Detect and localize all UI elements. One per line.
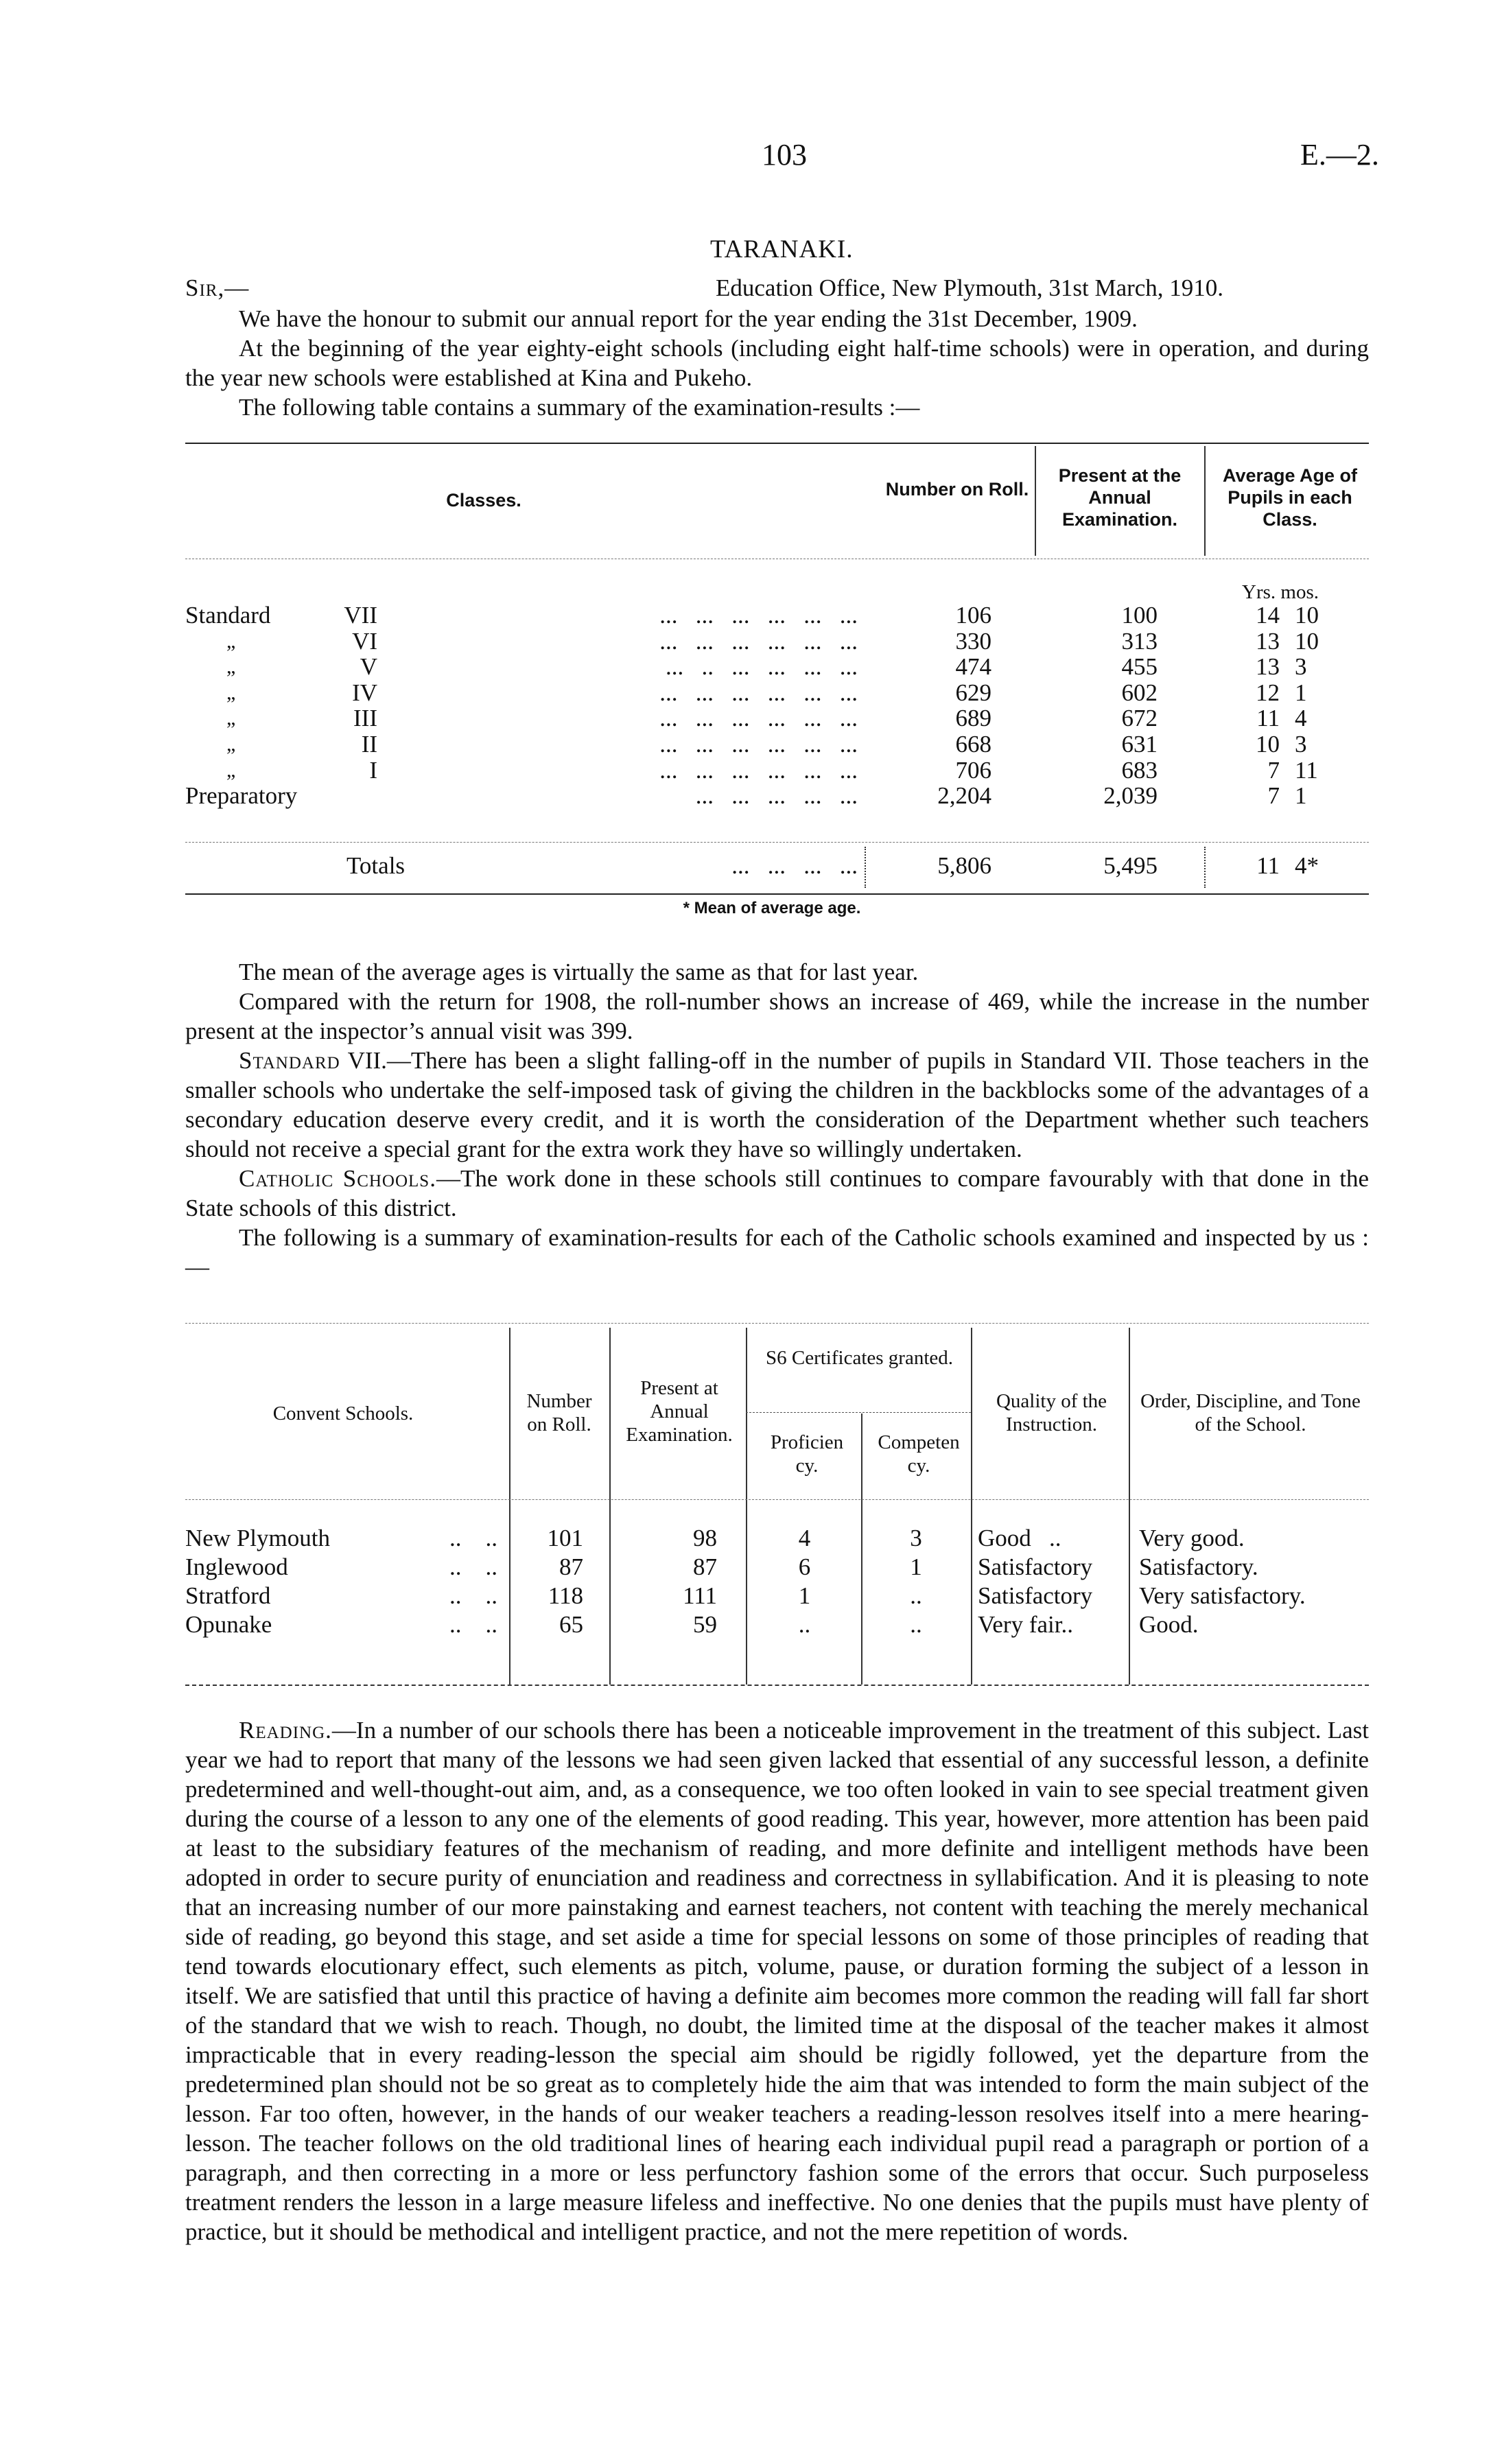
row-leader: ... ... ... ... ... ...	[659, 731, 858, 758]
cell-roll: 106	[955, 602, 991, 629]
cell-order: Satisfactory.	[1139, 1553, 1258, 1580]
cell-months: 3	[1295, 731, 1307, 758]
table-rule	[746, 1412, 971, 1413]
cell-years: 7	[1267, 757, 1280, 784]
body-block	[185, 957, 1369, 1282]
cell-school: Opunake	[185, 1611, 272, 1638]
cell-school: New Plymouth	[185, 1525, 330, 1551]
header-competency: Competency.	[878, 1431, 960, 1477]
cell-quality: Satisfactory	[978, 1582, 1093, 1609]
cell-roll: 474	[955, 653, 991, 680]
row-leader: ... ... ... ... ... ...	[659, 628, 858, 655]
body-paragraph: The mean of the average ages is virtually the same as that for last year.	[239, 959, 919, 985]
cell-roll: 87	[559, 1553, 583, 1580]
cell-present: 683	[1121, 757, 1158, 784]
salutation: Sir,—	[185, 274, 250, 301]
row-leader: ... ... ... ... ...	[695, 782, 858, 809]
table-divider	[971, 1328, 972, 1685]
cell-years: 13	[1256, 653, 1280, 680]
table-divider	[746, 1328, 747, 1685]
intro-block	[185, 304, 1369, 422]
row-leader: .. ..	[449, 1582, 497, 1609]
header-number-on-roll: Number on Roll.	[526, 1390, 592, 1435]
row-leader: ... ... ... ... ... ...	[659, 602, 858, 629]
class-numeral: III	[353, 705, 377, 731]
paragraph-lead: Standard	[239, 1047, 340, 1074]
cell-school: Stratford	[185, 1582, 271, 1609]
paragraph-lead: Reading.	[239, 1717, 332, 1744]
cell-years: 13	[1256, 628, 1280, 655]
table-rule	[185, 1499, 1369, 1500]
table-divider	[865, 847, 866, 888]
intro-paragraph: At the beginning of the year eighty-eight schools (including eight half-time schools) were in operation, and during the year new schools were established at Kina and Pukeho.	[185, 335, 1369, 391]
header-s6-certificates: S6 Certificates granted.	[766, 1347, 953, 1369]
row-leader: ... ... ... ... ... ...	[659, 705, 858, 731]
class-prefix: Preparatory	[185, 782, 298, 809]
table-rule	[185, 893, 1369, 895]
class-prefix: „	[226, 759, 236, 782]
cell-proficiency: 6	[798, 1553, 811, 1580]
header-age-units: Yrs. mos.	[1242, 581, 1319, 603]
paragraph-lead: Catholic Schools.	[239, 1165, 436, 1192]
cell-proficiency: 1	[798, 1582, 811, 1609]
class-prefix: „	[226, 681, 236, 704]
totals-years: 11	[1256, 852, 1280, 879]
table-rule	[185, 842, 1369, 843]
header-order-discipline: Order, Discipline, and Tone of the School.	[1140, 1390, 1361, 1435]
cell-present: 2,039	[1103, 782, 1158, 809]
paragraph-text: VII.—There has been a slight falling-off in the number of pupils in Standard VII. Those teachers in the smaller schools who undertake the self-imposed task of giving the children in the backblocks some of the advantages of a secondary education deserve every credit, and it is worth the consideration of the Department whether such teachers should not receive a special grant for the extra work they have so willingly undertaken.	[185, 1047, 1369, 1162]
totals-months: 4*	[1295, 852, 1319, 879]
cell-quality: Satisfactory	[978, 1553, 1093, 1580]
class-numeral: I	[369, 757, 377, 784]
cell-competency: ..	[910, 1582, 922, 1609]
cell-competency: ..	[910, 1611, 922, 1638]
cell-roll: 65	[559, 1611, 583, 1638]
cell-competency: 1	[910, 1553, 922, 1580]
totals-roll: 5,806	[937, 852, 991, 879]
cell-years: 12	[1256, 679, 1280, 706]
reading-paragraph	[185, 1715, 1369, 2246]
cell-roll: 668	[955, 731, 991, 758]
paragraph-text: —The work done in these schools still continues to compare favourably with that done in the State schools of this district.	[185, 1165, 1369, 1221]
dateline: Education Office, New Plymouth, 31st March, 1910.	[716, 274, 1224, 301]
totals-label: Totals	[347, 852, 406, 879]
cell-roll: 330	[955, 628, 991, 655]
row-leader: .. ..	[449, 1525, 497, 1551]
body-paragraph	[185, 1164, 1369, 1223]
class-prefix: „	[226, 707, 236, 729]
header-quality: Quality of the Instruction.	[996, 1390, 1107, 1435]
cell-years: 7	[1267, 782, 1280, 809]
table-divider	[509, 1328, 510, 1685]
body-paragraph: Compared with the return for 1908, the roll-number shows an increase of 469, while the increase in the number present at the inspector’s annual visit was 399.	[185, 988, 1369, 1044]
intro-paragraph: The following table contains a summary of the examination-results :—	[239, 394, 920, 421]
class-numeral: IV	[352, 679, 377, 706]
header-number-on-roll: Number on Roll.	[885, 479, 1029, 500]
class-numeral: V	[360, 653, 377, 680]
row-leader: ... ... ... ... ... ...	[659, 757, 858, 784]
class-prefix: „	[226, 630, 236, 653]
cell-roll: 706	[955, 757, 991, 784]
header-average-age: Average Age of Pupils in each Class.	[1222, 465, 1358, 530]
cell-months: 4	[1295, 705, 1307, 731]
row-leader: ... .. ... ... ... ...	[666, 653, 858, 680]
document-reference: E.—2.	[1300, 138, 1379, 172]
cell-roll: 2,204	[937, 782, 991, 809]
table-footnote: * Mean of average age.	[683, 899, 861, 917]
cell-present: 602	[1121, 679, 1158, 706]
reading-block	[185, 1715, 1369, 2246]
cell-present: 455	[1121, 653, 1158, 680]
cell-proficiency: ..	[798, 1611, 811, 1638]
table-divider	[861, 1413, 862, 1685]
cell-months: 10	[1295, 602, 1319, 629]
table-divider	[1035, 446, 1036, 556]
page-number: 103	[762, 138, 807, 172]
row-leader: .. ..	[449, 1611, 497, 1638]
cell-present: 59	[693, 1611, 717, 1638]
cell-present: 87	[693, 1553, 717, 1580]
cell-years: 10	[1256, 731, 1280, 758]
body-paragraph: The following is a summary of examination-results for each of the Catholic schools examined and inspected by us :—	[185, 1224, 1369, 1280]
table-divider	[1129, 1328, 1130, 1685]
paragraph-text: —In a number of our schools there has been a noticeable improvement in the treatment of this subject. Last year we had to report that many of the lessons we had seen given lacked that essential of any successful lesson, a definite predetermined and well-thought-out aim, and, as a consequence, we too often looked in vain to see special treatment given during the course of a lesson to any one of the elements of good reading. This year, however, more attention has been paid at least to the subsidiary features of the mechanism of reading, and more definite and intelligent methods have been adopted in order to secure purity of enunciation and readiness and correctness in syllabification. And it is pleasing to note that an increasing number of our more painstaking and earnest teachers, not content with teaching the merely mechanical side of reading, go beyond this stage, and set aside a time for special lessons on some of those principles of reading that tend towards elocutionary effect, such elements as pitch, volume, pause, or duration forming the subject of a lesson in itself. We are satisfied that until this practice of having a definite aim becomes more common the reading will fall far short of the standard that we wish to reach. Though, no doubt, the limited time at the disposal of the teacher makes it almost impracticable that in every reading-lesson the special aim should be rigidly followed, yet the departure from the predetermined plan should not be so great as to completely hide the aim that was intended to form the main subject of the lesson. Far too often, however, in the hands of our weaker teachers a reading-lesson resolves itself into a mere hearing-lesson. The teacher follows on the old traditional lines of hearing each individual pupil read a paragraph or portion of a paragraph, and then correcting in a more or less perfunctory fashion some of the errors that occur. Such purposeless treatment renders the lesson in a large measure lifeless and ineffective. No one denies that the pupils must have plenty of practice, but it should be methodical and intelligent practice, and not the mere repetition of words.	[185, 1717, 1369, 2245]
header-proficiency: Proficiency.	[770, 1431, 844, 1477]
table-rule	[185, 1323, 1369, 1324]
class-numeral: VI	[352, 628, 377, 655]
class-numeral: VII	[344, 602, 377, 629]
totals-leader: ... ... ... ...	[731, 852, 858, 879]
cell-quality: Good ..	[978, 1525, 1061, 1551]
cell-present: 631	[1121, 731, 1158, 758]
cell-months: 1	[1295, 679, 1307, 706]
class-prefix: „	[226, 655, 236, 678]
header-convent-schools: Convent Schools.	[272, 1403, 414, 1424]
section-title: TARANAKI.	[710, 235, 854, 263]
cell-proficiency: 4	[798, 1525, 811, 1551]
totals-present: 5,495	[1103, 852, 1158, 879]
cell-roll: 101	[547, 1525, 583, 1551]
cell-years: 11	[1256, 705, 1280, 731]
header-present: Present at the Annual Examination.	[1058, 465, 1182, 530]
intro-paragraph: We have the honour to submit our annual report for the year ending the 31st December, 1909.	[239, 305, 1138, 332]
header-present-at-annual: Present at Annual Examination.	[626, 1377, 733, 1446]
cell-present: 672	[1121, 705, 1158, 731]
cell-months: 11	[1295, 757, 1318, 784]
body-paragraph	[185, 1046, 1369, 1164]
cell-order: Good.	[1139, 1611, 1199, 1638]
row-leader: ... ... ... ... ... ...	[659, 679, 858, 706]
cell-present: 100	[1121, 602, 1158, 629]
class-prefix: „	[226, 733, 236, 755]
cell-present: 111	[683, 1582, 717, 1609]
cell-months: 1	[1295, 782, 1307, 809]
cell-competency: 3	[910, 1525, 922, 1551]
cell-months: 10	[1295, 628, 1319, 655]
cell-school: Inglewood	[185, 1553, 288, 1580]
cell-order: Very satisfactory.	[1139, 1582, 1306, 1609]
cell-present: 98	[693, 1525, 717, 1551]
cell-present: 313	[1121, 628, 1158, 655]
row-leader: .. ..	[449, 1553, 497, 1580]
cell-months: 3	[1295, 653, 1307, 680]
cell-roll: 689	[955, 705, 991, 731]
cell-roll: 629	[955, 679, 991, 706]
header-classes: Classes.	[446, 490, 521, 511]
table-divider	[1204, 446, 1206, 556]
table-rule	[185, 443, 1369, 444]
cell-quality: Very fair..	[978, 1611, 1073, 1638]
table-divider	[1204, 847, 1206, 888]
table-divider	[609, 1328, 611, 1685]
class-prefix: Standard	[185, 602, 271, 629]
class-numeral: II	[361, 731, 377, 758]
cell-years: 14	[1256, 602, 1280, 629]
cell-roll: 118	[548, 1582, 583, 1609]
cell-order: Very good.	[1139, 1525, 1245, 1551]
table-rule	[185, 1685, 1369, 1686]
